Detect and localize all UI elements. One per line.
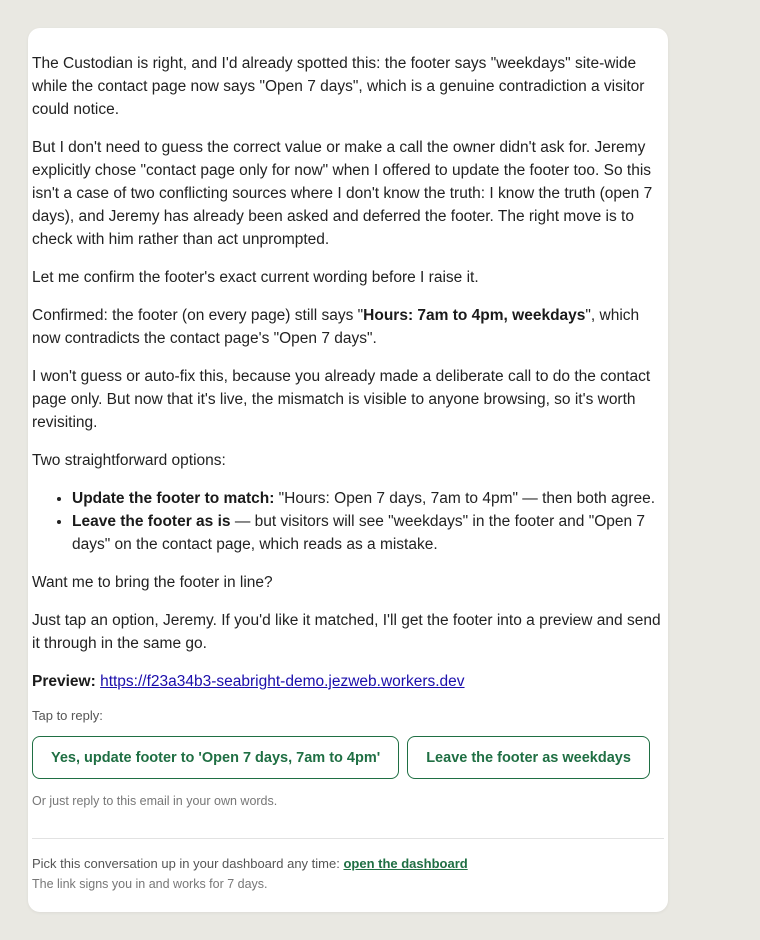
dashboard-line	[32, 855, 664, 873]
message-paragraph: The Custodian is right, and I'd already spotted this: the footer says "weekdays" site-wide while the contact page now says "Open 7 days", which is a genuine contradiction a visitor could notice.	[32, 55, 645, 118]
preview-link[interactable]: https://f23a34b3-seabright-demo.jezweb.workers.dev	[100, 673, 465, 690]
options-list	[32, 487, 664, 556]
update-footer-button[interactable]: Yes, update footer to 'Open 7 days, 7am to 4pm'	[32, 736, 399, 779]
link-validity-note: The link signs you in and works for 7 days.	[32, 877, 268, 891]
option-title: Leave the footer as is	[72, 513, 231, 530]
reply-by-email-note: Or just reply to this email in your own words.	[32, 794, 278, 808]
option-title: Update the footer to match:	[72, 490, 275, 507]
message-paragraph: I won't guess or auto-fix this, because you already made a deliberate call to do the contact page only. But now that it's live, the mismatch is visible to anyone browsing, so it's worth revisiting.	[32, 368, 651, 431]
reply-buttons	[32, 736, 664, 779]
preview-label: Preview:	[32, 673, 96, 690]
confirmed-text-start: Confirmed: the footer (on every page) still says "	[32, 307, 364, 324]
email-card	[28, 28, 668, 912]
message-paragraph: Just tap an option, Jeremy. If you'd like it matched, I'll get the footer into a preview and send it through in the same go.	[32, 612, 661, 652]
leave-footer-button[interactable]: Leave the footer as weekdays	[407, 736, 650, 779]
open-dashboard-link[interactable]: open the dashboard	[343, 856, 468, 871]
dashboard-text: Pick this conversation up in your dashboard any time:	[32, 856, 340, 871]
option-description: "Hours: Open 7 days, 7am to 4pm" — then both agree.	[274, 490, 656, 507]
confirmed-text-end: ", which now contradicts the contact page's "Open 7 days".	[32, 307, 640, 347]
tap-to-reply-label: Tap to reply:	[32, 708, 103, 723]
message-paragraph: Two straightforward options:	[32, 452, 226, 469]
option-item	[72, 510, 664, 556]
divider	[32, 838, 664, 839]
option-description: — but visitors will see "weekdays" in the footer and "Open 7 days" on the contact page, which reads as a mistake.	[72, 513, 646, 553]
message-paragraph	[32, 304, 664, 350]
footer-hours-quote: Hours: 7am to 4pm, weekdays	[363, 307, 586, 324]
message-paragraph: Want me to bring the footer in line?	[32, 574, 273, 591]
message-paragraph: Let me confirm the footer's exact current wording before I raise it.	[32, 269, 479, 286]
option-item	[72, 487, 664, 510]
message-paragraph: But I don't need to guess the correct value or make a call the owner didn't ask for. Jeremy explicitly chose "contact page only for now" when I offered to update the footer too. So this isn't a case of two conflicting sources where I don't know the truth: I know the truth (open 7 days), and Jeremy has already been asked and deferred the footer. The right move is to check with him rather than act unprompted.	[32, 139, 653, 248]
preview-line	[32, 670, 664, 693]
